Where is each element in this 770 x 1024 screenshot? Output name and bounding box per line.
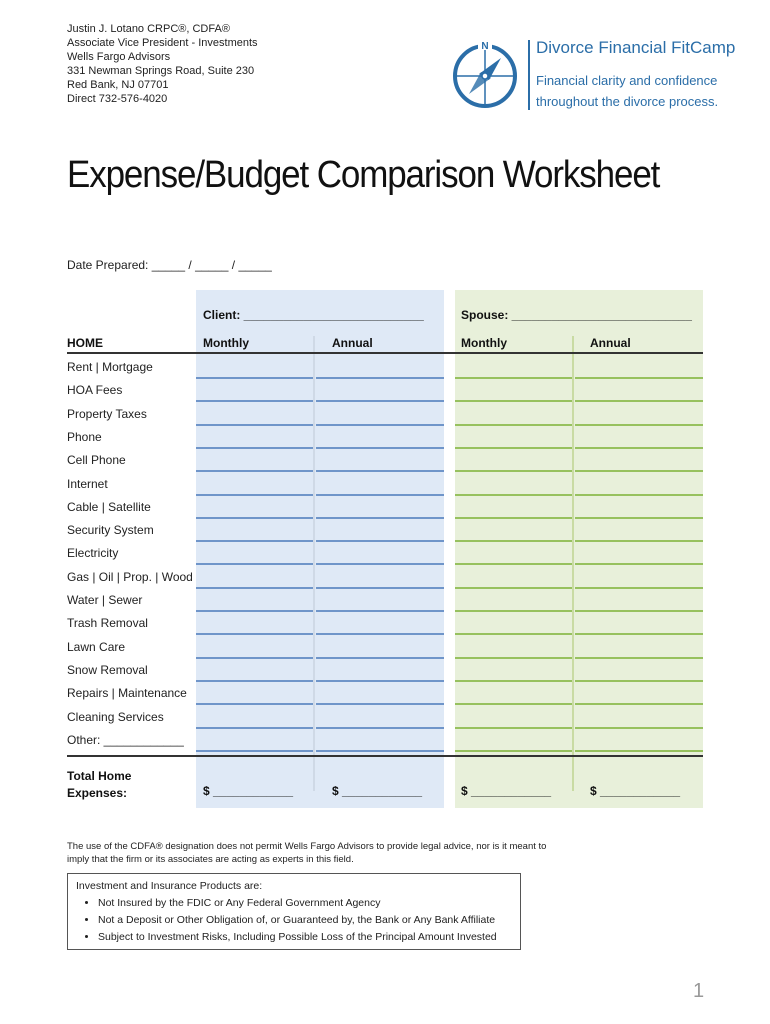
client-name-field[interactable]: Client: ___________________________ — [203, 308, 424, 322]
client-annual-field[interactable] — [316, 750, 444, 752]
column-header-spouse-annual: Annual — [590, 336, 631, 350]
contact-address-line1: 331 Newman Springs Road, Suite 230 — [67, 65, 255, 77]
spouse-annual-field[interactable] — [575, 750, 703, 752]
total-rule — [67, 755, 703, 757]
section-label-home: HOME — [67, 336, 103, 350]
row-label: Snow Removal — [67, 662, 148, 677]
table-row — [67, 542, 703, 565]
table-row — [67, 519, 703, 542]
page-number: 1 — [693, 980, 705, 1002]
total-client-monthly-field[interactable]: $ ____________ — [203, 784, 294, 798]
table-row — [67, 496, 703, 519]
page-title: Expense/Budget Comparison Worksheet — [67, 154, 660, 196]
table-row — [67, 473, 703, 496]
table-row — [67, 729, 703, 752]
date-prepared-field[interactable]: Date Prepared: _____ / _____ / _____ — [67, 258, 272, 272]
row-label: Internet — [67, 476, 108, 491]
column-header-spouse-monthly: Monthly — [461, 336, 507, 350]
compass-letter: N — [481, 41, 489, 52]
row-label: Cable | Satellite — [67, 499, 151, 514]
row-label: Cleaning Services — [67, 709, 164, 724]
investment-disclosure-item: • Subject to Investment Risks, Including Possible Loss of the Principal Amount Invested — [98, 929, 512, 946]
client-monthly-field[interactable] — [196, 750, 313, 752]
contact-address-line2: Red Bank, NJ 07701 — [67, 79, 169, 91]
compass-icon — [449, 38, 521, 110]
table-row — [67, 612, 703, 635]
row-label: Electricity — [67, 546, 119, 561]
row-label: Cell Phone — [67, 453, 126, 468]
spouse-name-field[interactable]: Spouse: ___________________________ — [461, 308, 692, 322]
table-row — [67, 403, 703, 426]
table-row — [67, 449, 703, 472]
row-label: Property Taxes — [67, 406, 147, 421]
row-label: Repairs | Maintenance — [67, 686, 187, 701]
investment-disclosure-item: • Not Insured by the FDIC or Any Federal Government Agency — [98, 895, 512, 912]
total-label-line2: Expenses: — [67, 786, 128, 800]
column-header-client-annual: Annual — [332, 336, 373, 350]
investment-disclosure-heading: Investment and Insurance Products are: — [76, 880, 263, 892]
table-row — [67, 589, 703, 612]
table-row — [67, 682, 703, 705]
table-row — [67, 636, 703, 659]
total-label-line1: Total Home — [67, 769, 132, 783]
row-label: Phone — [67, 429, 102, 444]
row-label: HOA Fees — [67, 383, 123, 398]
row-label: Security System — [67, 523, 154, 538]
contact-phone: Direct 732-576-4020 — [67, 93, 168, 105]
header-rule — [67, 352, 703, 354]
table-row — [67, 659, 703, 682]
logo-divider — [528, 40, 530, 110]
logo-title: Divorce Financial FitCamp — [536, 38, 736, 57]
contact-block — [67, 22, 258, 106]
spouse-monthly-field[interactable] — [455, 750, 572, 752]
investment-disclosure-box — [67, 873, 521, 950]
table-row — [67, 356, 703, 379]
contact-name: Justin J. Lotano CRPC®, CDFA® — [67, 23, 230, 35]
column-header-client-monthly: Monthly — [203, 336, 249, 350]
total-spouse-annual-field[interactable]: $ ____________ — [590, 784, 681, 798]
total-home-expenses-label — [67, 768, 131, 802]
logo-tagline-line1: Financial clarity and confidence — [536, 73, 718, 88]
contact-company: Wells Fargo Advisors — [67, 51, 171, 63]
logo-tagline — [536, 70, 718, 112]
row-label: Lawn Care — [67, 639, 126, 654]
investment-disclosure-item: • Not a Deposit or Other Obligation of, or Guaranteed by, the Bank or Any Bank Affiliate — [98, 912, 512, 929]
total-spouse-monthly-field[interactable]: $ ____________ — [461, 784, 552, 798]
logo-tagline-line2: throughout the divorce process. — [536, 94, 719, 109]
investment-disclosure-list — [76, 895, 512, 946]
row-label: Gas | Oil | Prop. | Wood — [67, 569, 193, 584]
table-row — [67, 566, 703, 589]
row-label: Rent | Mortgage — [67, 360, 153, 374]
cdfa-disclaimer: The use of the CDFA® designation does not permit Wells Fargo Advisors to provide legal advice, nor is it meant to imply that the firm or its associates are acting as experts in this field. — [67, 841, 547, 865]
table-row — [67, 426, 703, 449]
row-label: Trash Removal — [67, 616, 148, 631]
row-label: Water | Sewer — [67, 593, 143, 607]
table-row — [67, 706, 703, 729]
contact-title: Associate Vice President - Investments — [67, 37, 258, 49]
total-client-annual-field[interactable]: $ ____________ — [332, 784, 423, 798]
table-row — [67, 379, 703, 402]
row-label: Other: ____________ — [67, 732, 184, 747]
